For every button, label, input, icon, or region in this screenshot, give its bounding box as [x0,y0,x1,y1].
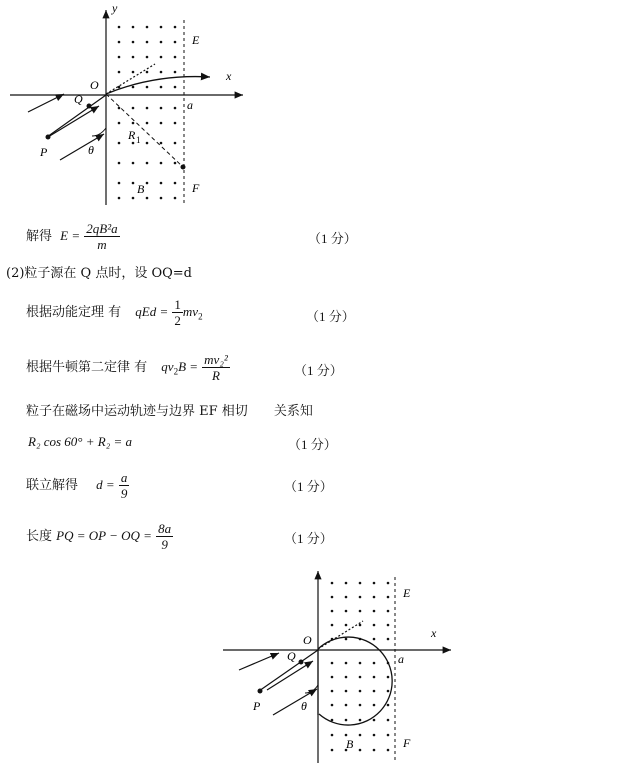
score-4: （1 分） [288,437,337,452]
label-theta: θ [88,143,94,157]
field-dot [331,624,334,627]
label-e: E [192,33,200,47]
incoming-ray-3 [60,134,104,160]
velocity-direction-line [318,621,363,649]
point-p [46,135,51,140]
field-dot [345,704,348,707]
field-dot [373,596,376,599]
line-prefix: 根据动能定理 有 [26,305,122,320]
field-dot [331,596,334,599]
field-dot [160,26,163,29]
field-dot [132,86,135,89]
fraction-denominator: 9 [120,486,128,501]
equation-lhs: PQ = OP − OQ = [56,528,152,543]
fraction-denominator: 9 [161,537,168,552]
trajectory-curve [106,77,210,94]
field-dot [387,582,390,585]
subscript: 2 [173,366,179,377]
field-dot [132,162,135,165]
field-dot [387,610,390,613]
field-dot [118,56,121,59]
label-o: O [303,633,312,647]
equation-lhs: qEd = [135,304,169,319]
field-dot [387,690,390,693]
label-a: a [398,652,404,666]
label-b: B [137,182,145,196]
theta-arc [92,128,106,136]
field-dot [331,734,334,737]
field-dot [132,107,135,110]
field-dot [387,749,390,752]
magnetic-field-dots [118,26,177,200]
score-6: （1 分） [284,531,333,546]
field-dot [387,676,390,679]
equation-rhs: mv [182,304,199,319]
score-1: （1 分） [308,231,357,246]
field-dot [373,690,376,693]
field-dot [373,638,376,641]
field-dot [174,142,177,145]
field-dot [160,162,163,165]
field-dot [345,719,348,722]
field-dot [132,197,135,200]
field-dot [146,142,149,145]
score-2: （1 分） [306,309,355,324]
field-dot [132,142,135,145]
score-3: （1 分） [294,363,343,378]
figure-1-diagram [0,0,260,210]
label-f: F [403,736,411,750]
field-dot [373,676,376,679]
field-dot [345,690,348,693]
field-dot [174,162,177,165]
line-length-pq [26,521,173,552]
field-dot [132,122,135,125]
line-text-tail: 关系知 [273,404,313,419]
radius-line [106,94,183,167]
field-dot [387,734,390,737]
point-q [299,660,304,665]
fraction [84,221,119,252]
field-dot [146,86,149,89]
field-dot [174,122,177,125]
field-dot [373,610,376,613]
point-p [258,689,263,694]
label-b: B [346,737,354,751]
label-x: x [226,69,232,83]
field-dot [331,719,334,722]
subscript: 2 [198,311,203,322]
field-dot [160,122,163,125]
line-prefix: 根据牛顿第二定律 有 [26,360,148,375]
field-dot [146,197,149,200]
label-p: P [253,699,261,713]
field-dot [146,56,149,59]
field-dot [331,690,334,693]
field-dot [174,71,177,74]
field-dot [132,71,135,74]
field-dot [160,71,163,74]
field-dot [387,596,390,599]
field-dot [331,704,334,707]
field-dot [373,624,376,627]
fraction-denominator: R [211,368,220,383]
label-q: Q [287,649,296,663]
fraction [119,470,130,501]
fraction [156,521,173,552]
field-dot [373,734,376,737]
field-dot [345,676,348,679]
field-dot [359,719,362,722]
field-dot [174,182,177,185]
magnetic-field-dots [331,582,390,752]
point-q [87,104,92,109]
incoming-ray-2 [267,661,313,690]
equation-lhs: E = [60,228,81,243]
incoming-ray-1 [239,653,279,670]
field-dot [160,107,163,110]
point-f [181,165,186,170]
field-dot [174,107,177,110]
label-r1-sub: 1 [136,135,141,145]
field-dot [331,676,334,679]
field-dot [118,122,121,125]
line-tangent-condition [26,404,313,420]
field-dot [132,26,135,29]
field-dot [132,182,135,185]
field-dot [118,197,121,200]
line-geometry-equation: R₂ cos 60° + R₂ = a [28,434,132,449]
field-dot [146,122,149,125]
line-part2-intro: (2)粒子源在 Q 点时，设 OQ=d [6,266,192,281]
label-y: y [112,1,118,15]
fraction-denominator: m [97,237,107,252]
label-f: F [192,181,200,195]
field-dot [373,582,376,585]
incoming-ray-2 [48,106,99,137]
label-e: E [403,586,411,600]
line-solve-e [26,221,120,252]
field-dot [146,107,149,110]
line-text: 粒子在磁场中运动轨迹与边界 EF 相切 [26,404,248,419]
field-dot [174,197,177,200]
field-dot [160,182,163,185]
label-theta: θ [301,699,307,713]
field-dot [331,662,334,665]
field-dot [174,86,177,89]
field-dot [160,86,163,89]
field-dot [373,719,376,722]
field-dot [345,624,348,627]
field-dot [345,638,348,641]
field-dot [345,734,348,737]
line-solve-d [26,470,129,501]
field-dot [359,610,362,613]
field-dot [359,749,362,752]
fraction-numerator: mv₂² [204,352,228,367]
figure-2-diagram [215,565,465,765]
field-dot [359,676,362,679]
field-dot [359,596,362,599]
field-dot [373,662,376,665]
field-dot [359,704,362,707]
incoming-ray-1 [28,94,64,112]
label-x: x [431,626,437,640]
field-dot [146,26,149,29]
field-dot [132,41,135,44]
field-dot [359,734,362,737]
line-prefix: 解得 [26,229,53,244]
field-dot [160,56,163,59]
field-dot [373,749,376,752]
field-dot [146,162,149,165]
field-dot [118,107,121,110]
equation-lhs: d = [96,477,115,492]
fraction-denominator: 2 [174,313,181,328]
fraction-numerator: a [120,470,128,485]
label-q: Q [74,92,83,106]
fraction-numerator: 1 [174,297,181,312]
field-dot [387,638,390,641]
field-dot [160,197,163,200]
field-dot [118,182,121,185]
label-r1: R [128,128,136,142]
field-dot [331,610,334,613]
field-dot [345,610,348,613]
field-dot [146,41,149,44]
fraction [202,352,230,383]
field-dot [331,582,334,585]
field-dot [146,71,149,74]
label-o: O [90,78,99,92]
field-dot [118,26,121,29]
line-prefix: 联立解得 [26,478,79,493]
field-dot [387,704,390,707]
field-dot [387,719,390,722]
score-5: （1 分） [284,479,333,494]
field-dot [118,71,121,74]
field-dot [387,624,390,627]
field-dot [174,26,177,29]
fraction [172,297,183,328]
incoming-ray-3 [273,689,317,715]
field-dot [174,56,177,59]
velocity-direction-line [106,64,155,94]
field-dot [118,142,121,145]
line-kinetic-energy [26,297,203,328]
field-dot [160,142,163,145]
equation-lhs-tail: B = [178,359,199,374]
field-dot [331,749,334,752]
field-dot [345,582,348,585]
field-dot [118,41,121,44]
fraction-numerator: 8a [158,521,172,536]
field-dot [345,662,348,665]
label-p: P [40,145,48,159]
field-dot [373,704,376,707]
field-dot [174,41,177,44]
field-dot [118,162,121,165]
fraction-numerator: 2qB²a [86,221,118,236]
line-newton-law [26,352,230,383]
field-dot [359,662,362,665]
field-dot [160,41,163,44]
field-dot [345,596,348,599]
field-dot [359,582,362,585]
label-a: a [187,98,193,112]
field-dot [146,182,149,185]
equation-lhs: qv [161,359,174,374]
field-dot [132,56,135,59]
line-prefix: 长度 [26,529,53,544]
field-dot [359,690,362,693]
